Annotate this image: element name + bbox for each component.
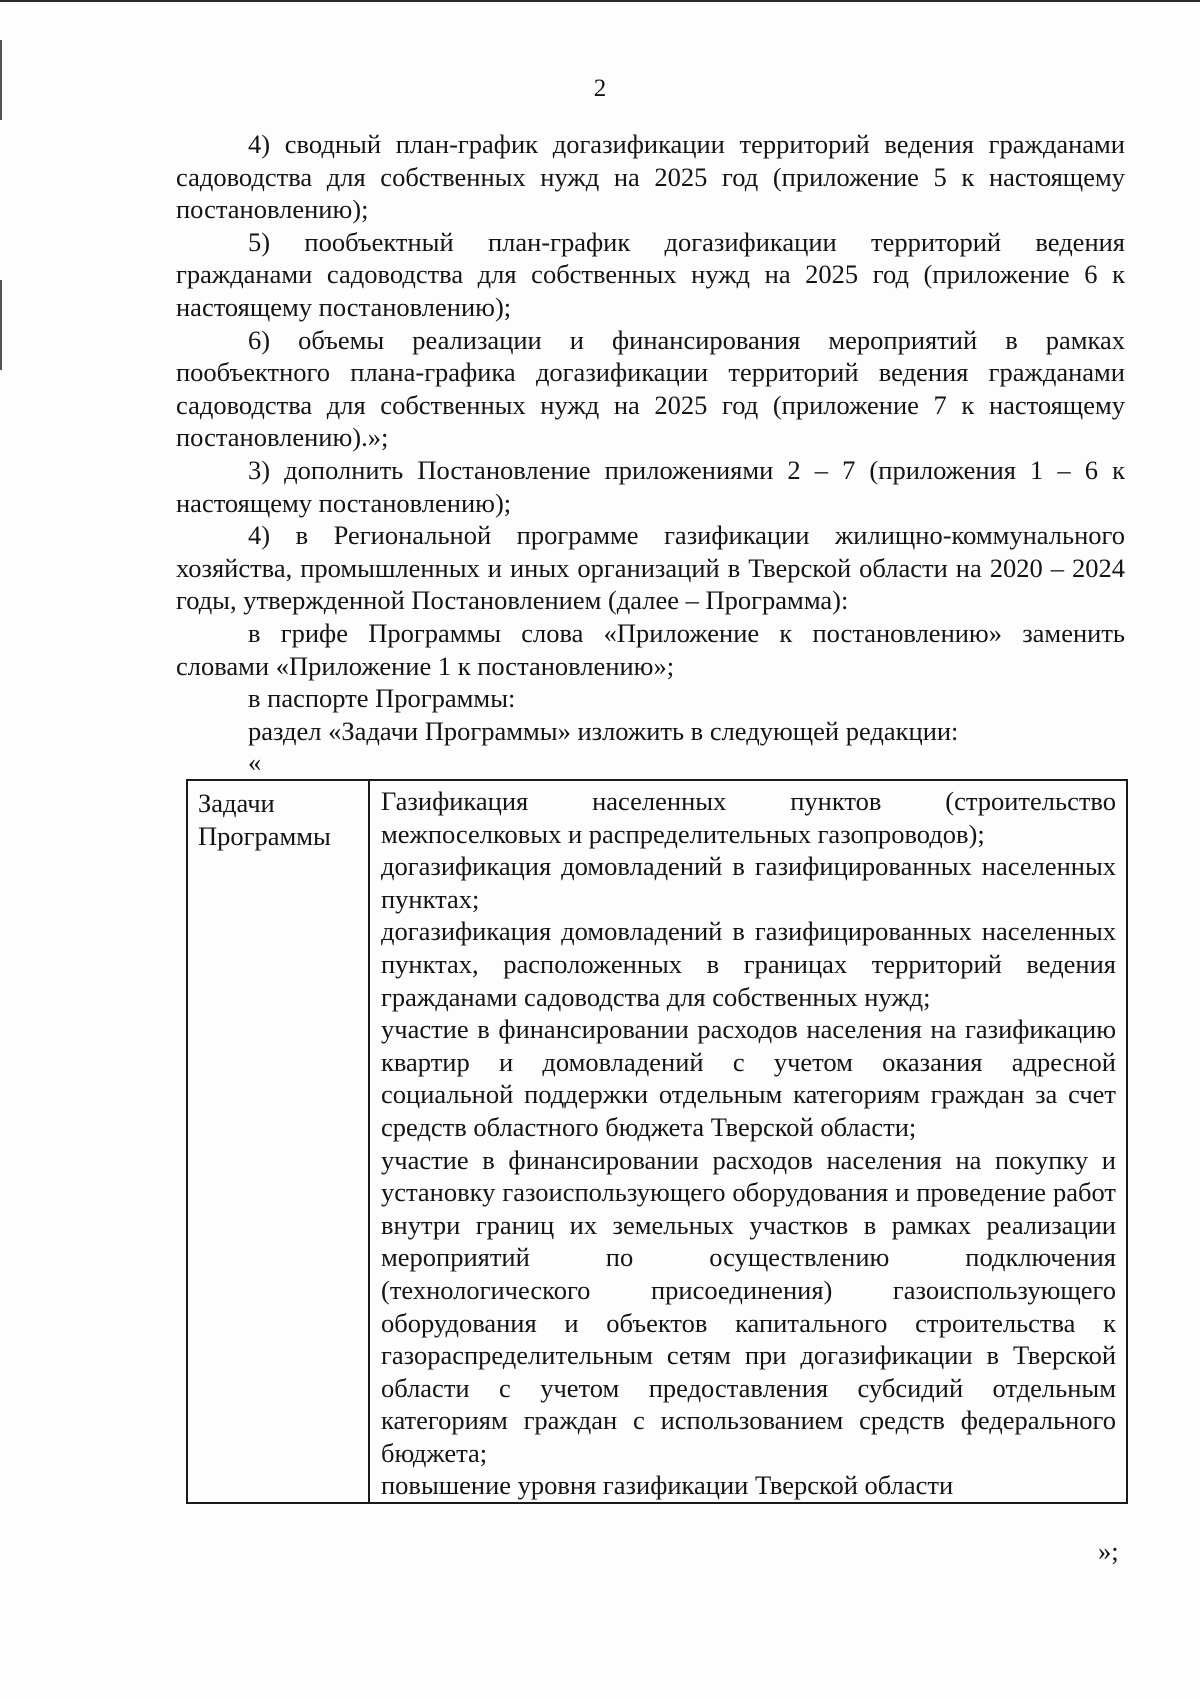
paragraph: 4) сводный план-график догазификации территорий ведения гражданами садоводства для собственных нужд на 2025 год (приложение 5 к настоящему постановлению); xyxy=(176,129,1125,225)
task-item: догазификация домовладений в газифицированных населенных пунктах, расположенных в границах территорий ведения гражданами садоводства для собственных нужд; xyxy=(381,916,1116,1012)
scan-edge-left xyxy=(0,280,2,370)
open-quote-mark: « xyxy=(248,747,262,778)
close-quote-mark: »; xyxy=(1098,1536,1119,1566)
page-number: 2 xyxy=(593,75,607,102)
paragraph: раздел «Задачи Программы» изложить в следующей редакции: xyxy=(248,715,959,746)
table-content-cell xyxy=(369,780,1127,1503)
paragraph: 3) дополнить Постановление приложениями 2 – 7 (приложения 1 – 6 к настоящему постановлению); xyxy=(176,454,1125,518)
task-item: участие в финансировании расходов населения на покупку и установку газоиспользующего оборудования и проведение работ внутри границ их земельных участков в рамках реализации мероприятий по осуществлению подключения (технологического присоединения) газоиспользующего оборудования и объектов капитального строительства к газораспределительным сетям при догазификации в Тверской области с учетом предоставления субсидий отдельным категориям граждан с использованием средств федерального бюджета; xyxy=(381,1144,1116,1468)
program-tasks-table xyxy=(186,779,1128,1504)
task-item: повышение уровня газификации Тверской области xyxy=(381,1470,954,1501)
task-item: догазификация домовладений в газифицированных населенных пунктах; xyxy=(381,851,1116,914)
table-label-cell: Задачи Программы xyxy=(187,780,369,1503)
task-item: участие в финансировании расходов населения на газификацию квартир и домовладений с учетом оказания адресной социальной поддержки отдельным категориям граждан за счет средств областного бюджета Тверской области; xyxy=(381,1014,1116,1142)
paragraph: 6) объемы реализации и финансирования мероприятий в рамках пообъектного плана-графика догазификации территорий ведения гражданами садоводства для собственных нужд на 2025 год (приложение 7 к настоящему постановлению).»; xyxy=(176,324,1125,453)
paragraph: в грифе Программы слова «Приложение к постановлению» заменить словами «Приложение 1 к постановлению»; xyxy=(176,617,1125,681)
task-item: Газификация населенных пунктов (строительство межпоселковых и распределительных газопроводов); xyxy=(381,786,1116,849)
paragraph: в паспорте Программы: xyxy=(248,683,516,714)
document-body xyxy=(176,128,1125,777)
paragraph: 4) в Региональной программе газификации жилищно-коммунального хозяйства, промышленных и иных организаций в Тверской области на 2020 – 2024 годы, утвержденной Постановлением (далее – Программа): xyxy=(176,520,1125,616)
scan-edge-top xyxy=(0,0,1200,2)
table-row xyxy=(187,780,1127,1503)
paragraph: 5) пообъектный план-график догазификации территорий ведения гражданами садоводства для собственных нужд на 2025 год (приложение 6 к настоящему постановлению); xyxy=(176,226,1125,322)
